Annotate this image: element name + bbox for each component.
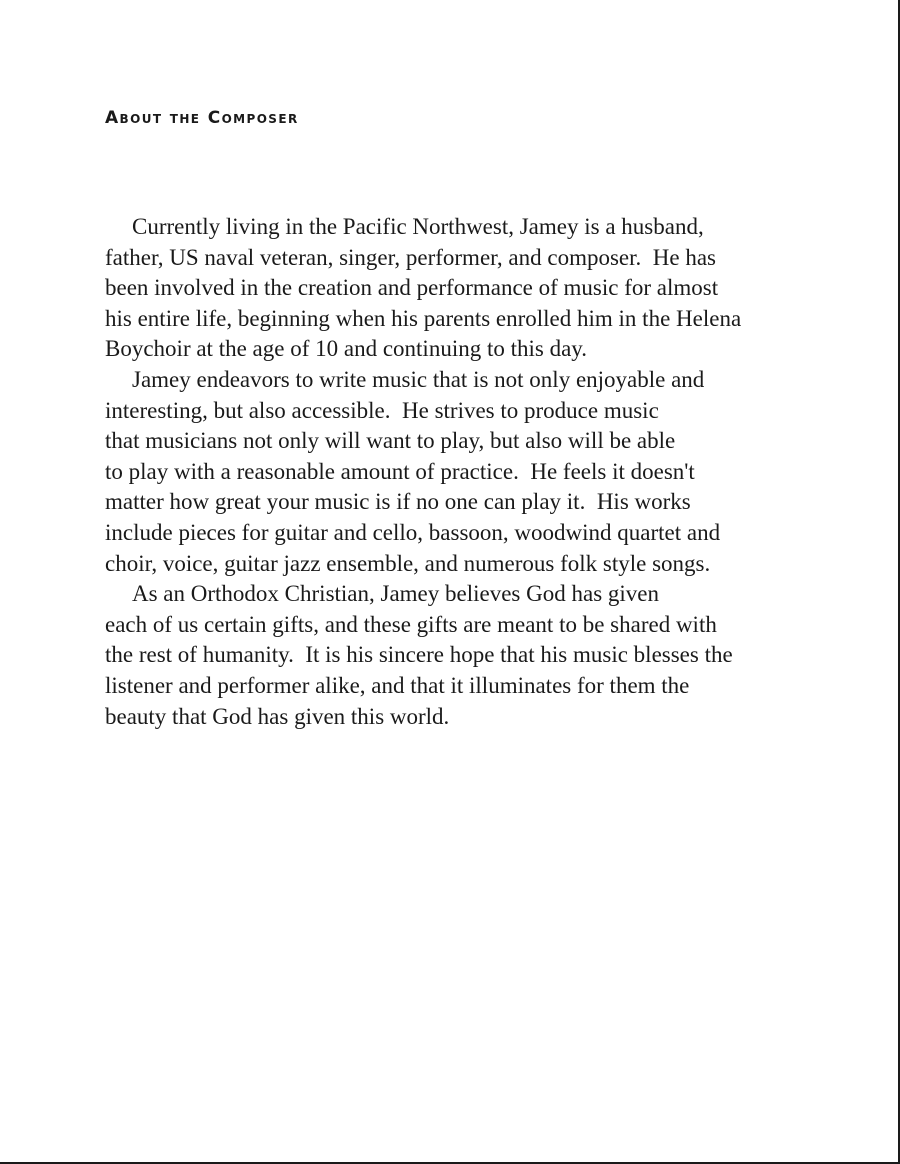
text-line: include pieces for guitar and cello, bassoon, woodwind quartet and: [105, 519, 721, 545]
text-line: Boychoir at the age of 10 and continuing to this day.: [105, 336, 588, 362]
text-line: listener and performer alike, and that it illuminates for them the: [105, 672, 690, 698]
text-line: As an Orthodox Christian, Jamey believes God has given: [132, 581, 659, 607]
text-line: been involved in the creation and performance of music for almost: [105, 275, 719, 301]
text-line: Jamey endeavors to write music that is not only enjoyable and: [132, 366, 705, 392]
text-line: Currently living in the Pacific Northwest, Jamey is a husband,: [132, 214, 704, 239]
text-line: matter how great your music is if no one can play it. His works: [105, 489, 691, 515]
text-line: choir, voice, guitar jazz ensemble, and numerous folk style songs.: [105, 550, 711, 576]
paragraph-3: [105, 579, 865, 732]
text-line: each of us certain gifts, and these gifts are meant to be shared with: [105, 611, 717, 637]
paragraph-1: [105, 212, 865, 365]
section-heading: About the Composer: [105, 108, 299, 128]
text-line: father, US naval veteran, singer, performer, and composer. He has: [105, 244, 716, 270]
paragraph-2: [105, 365, 865, 579]
text-line: to play with a reasonable amount of practice. He feels it doesn't: [105, 458, 695, 484]
text-line: the rest of humanity. It is his sincere hope that his music blesses the: [105, 642, 733, 668]
text-line: beauty that God has given this world.: [105, 703, 450, 729]
text-line: his entire life, beginning when his parents enrolled him in the Helena: [105, 305, 742, 331]
text-line: that musicians not only will want to play, but also will be able: [105, 428, 676, 454]
biography-text: [105, 212, 865, 732]
text-line: interesting, but also accessible. He strives to produce music: [105, 397, 659, 423]
